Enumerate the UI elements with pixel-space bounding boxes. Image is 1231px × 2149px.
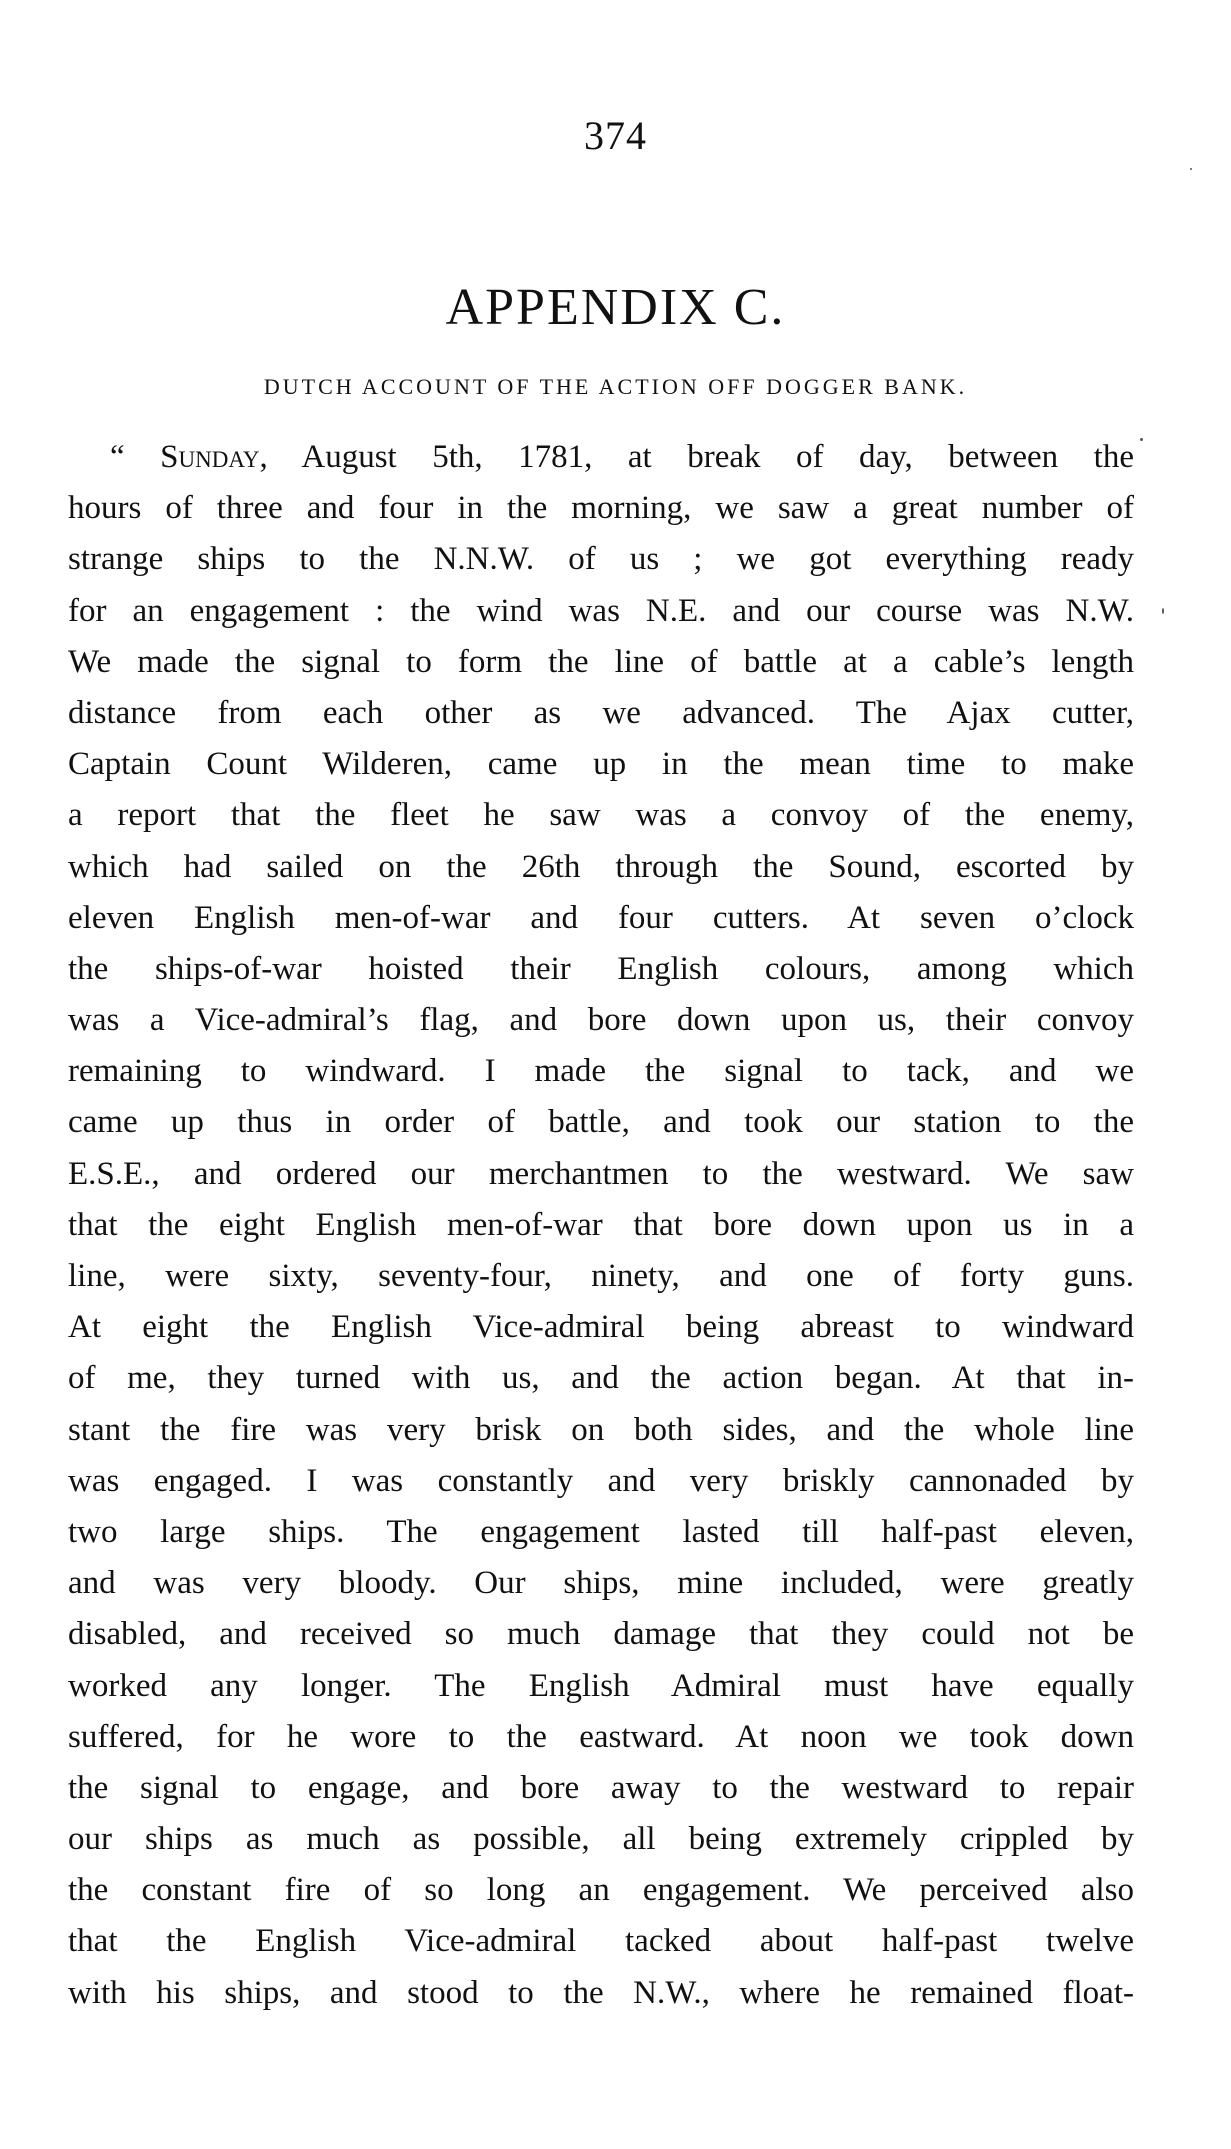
body-line: the signal to engage, and bore away to the westward to repair: [68, 1769, 1134, 1806]
body-line: our ships as much as possible, all being extremely crippled by: [68, 1821, 1134, 1858]
body-line: of me, they turned with us, and the action began. At that in-: [68, 1360, 1134, 1397]
body-line: came up thus in order of battle, and took our station to the: [68, 1104, 1134, 1141]
first-line-rest: August 5th, 1781, at break of day, between the: [267, 439, 1134, 475]
body-line: that the English Vice-admiral tacked about half-past twelve: [68, 1923, 1134, 1960]
paper-speck: [1140, 438, 1143, 441]
body-line: with his ships, and stood to the N.W., where he remained float-: [68, 1974, 1134, 2011]
body-line: eleven English men-of-war and four cutters. At seven o’clock: [68, 899, 1134, 936]
body-line: the ships-of-war hoisted their English colours, among which: [68, 950, 1134, 987]
page-number: 374: [584, 113, 647, 158]
body-line: stant the fire was very brisk on both sides, and the whole line: [68, 1411, 1134, 1448]
body-line: hours of three and four in the morning, we saw a great number of: [68, 490, 1134, 527]
body-line: line, were sixty, seventy-four, ninety, and one of forty guns.: [68, 1258, 1134, 1294]
body-line-first: [68, 432, 1134, 483]
body-line: worked any longer. The English Admiral must have equally: [68, 1667, 1134, 1704]
body-line: the constant fire of so long an engagement. We perceived also: [68, 1872, 1134, 1909]
paper-speck: [1162, 608, 1164, 614]
body-text: [68, 432, 1134, 2019]
body-line: and was very bloody. Our ships, mine included, were greatly: [68, 1565, 1134, 1602]
body-line: remaining to windward. I made the signal to tack, and we: [68, 1053, 1134, 1090]
body-line: was engaged. I was constantly and very briskly cannonaded by: [68, 1462, 1134, 1499]
body-line: which had sailed on the 26th through the Sound, escorted by: [68, 848, 1134, 885]
body-line: disabled, and received so much damage that they could not be: [68, 1616, 1134, 1653]
body-line: Captain Count Wilderen, came up in the mean time to make: [68, 746, 1134, 783]
body-line: distance from each other as we advanced. The Ajax cutter,: [68, 694, 1134, 731]
body-line: We made the signal to form the line of battle at a cable’s length: [68, 643, 1134, 680]
body-line: that the eight English men-of-war that bore down upon us in a: [68, 1206, 1134, 1243]
appendix-subheading: DUTCH ACCOUNT OF THE ACTION OFF DOGGER BANK.: [263, 374, 968, 399]
body-line: E.S.E., and ordered our merchantmen to the westward. We saw: [68, 1155, 1134, 1192]
body-line: strange ships to the N.N.W. of us ; we got everything ready: [68, 541, 1134, 578]
body-line: suffered, for he wore to the eastward. At noon we took down: [68, 1718, 1134, 1755]
body-line: for an engagement : the wind was N.E. and our course was N.W.: [68, 592, 1134, 629]
opening-word: Sunday,: [160, 439, 268, 475]
opening-quote: “: [110, 439, 161, 475]
body-line: two large ships. The engagement lasted till half-past eleven,: [68, 1513, 1134, 1550]
body-line: was a Vice-admiral’s flag, and bore down upon us, their convoy: [68, 1002, 1134, 1039]
body-line: a report that the fleet he saw was a convoy of the enemy,: [68, 797, 1134, 834]
appendix-heading: APPENDIX C.: [445, 279, 786, 336]
paper-speck: [1190, 168, 1192, 170]
body-line: At eight the English Vice-admiral being abreast to windward: [68, 1309, 1134, 1346]
